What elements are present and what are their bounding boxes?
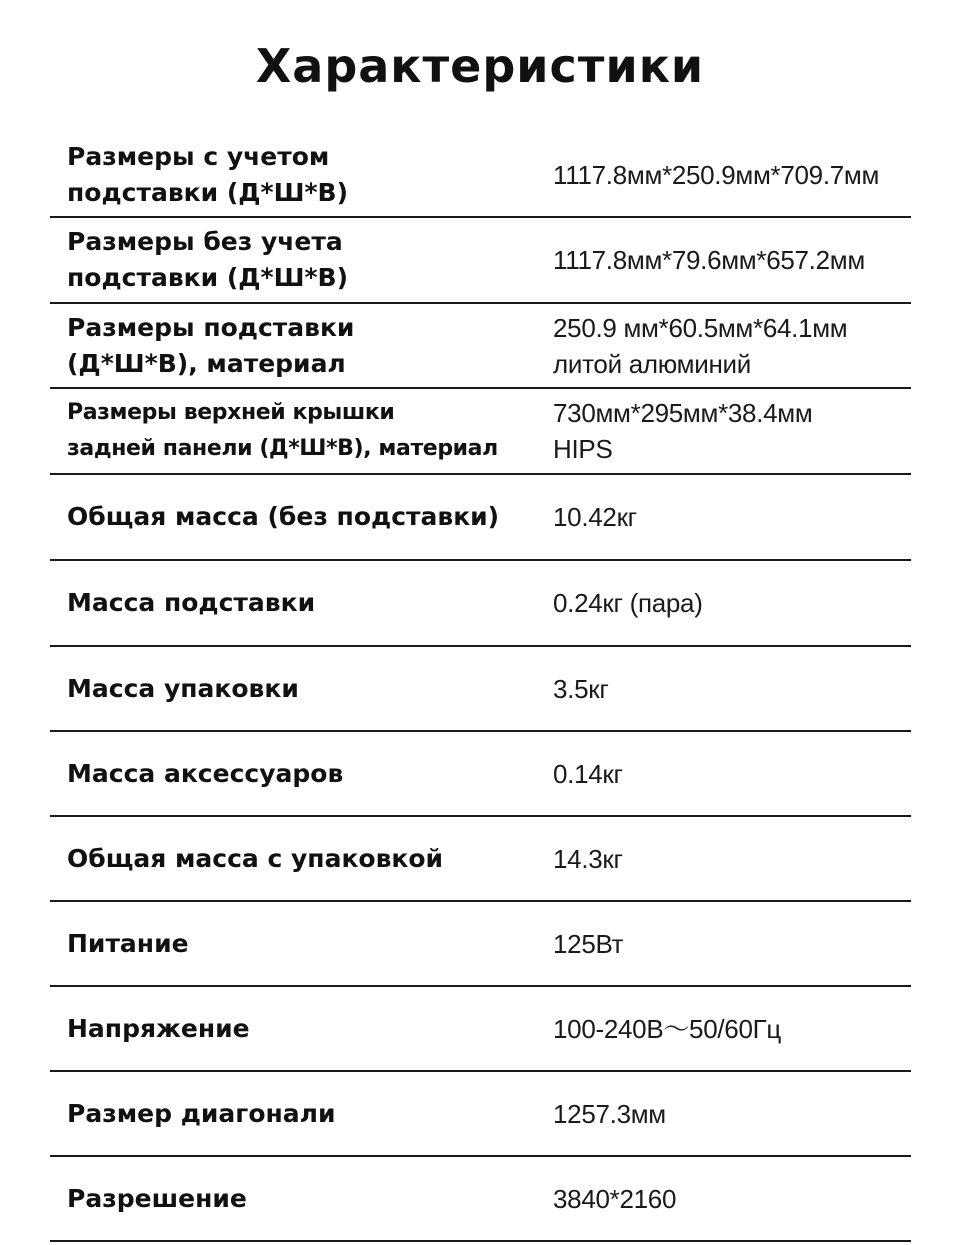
spec-label-line: Питание — [67, 928, 189, 958]
spec-label-line: Размер диагонали — [67, 1098, 336, 1128]
spec-label-line: Размеры с учетом — [67, 141, 330, 171]
spec-value — [537, 157, 911, 193]
spec-value — [537, 242, 911, 278]
spec-value-line: HIPS — [553, 434, 613, 464]
spec-label — [50, 499, 537, 535]
spec-value-line: литой алюминий — [553, 348, 751, 379]
spec-value — [537, 671, 911, 707]
spec-value-line: 1257.3мм — [553, 1098, 666, 1129]
spec-value — [537, 841, 911, 877]
spec-row — [50, 561, 911, 647]
spec-label-line: Размеры без учета — [67, 227, 343, 256]
spec-value — [537, 585, 911, 621]
spec-row — [50, 902, 911, 987]
spec-label-line: Масса подставки — [67, 588, 316, 617]
page-title: Характеристики — [255, 39, 705, 93]
spec-value — [537, 756, 911, 792]
spec-value-line: 3.5кг — [553, 673, 609, 704]
spec-value — [537, 395, 911, 467]
spec-label-line: задней панели (Д*Ш*В), материал — [67, 436, 498, 461]
spec-value-line: 100-240В～50/60Гц — [553, 1013, 781, 1044]
spec-row — [50, 218, 911, 304]
spec-label-line: Масса аксессуаров — [67, 758, 344, 788]
spec-row — [50, 1157, 911, 1242]
spec-label-line: Общая масса с упаковкой — [67, 843, 444, 873]
spec-label-line: Напряжение — [67, 1013, 250, 1043]
spec-row — [50, 133, 911, 218]
spec-row — [50, 475, 911, 561]
spec-label — [50, 395, 537, 467]
spec-row — [50, 304, 911, 389]
spec-value-line: 14.3кг — [553, 843, 623, 874]
spec-label — [50, 1096, 537, 1132]
spec-value — [537, 310, 911, 382]
spec-value — [537, 499, 911, 535]
spec-label-line: Размеры верхней крышки — [67, 400, 395, 425]
spec-row — [50, 732, 911, 817]
spec-label — [50, 585, 537, 621]
spec-value — [537, 1181, 911, 1217]
spec-value-line: 0.24кг (пара) — [553, 588, 703, 618]
spec-label — [50, 926, 537, 962]
spec-row — [50, 1072, 911, 1157]
spec-label-line: (Д*Ш*В), материал — [67, 348, 346, 378]
spec-row — [50, 647, 911, 732]
spec-label-line: Общая масса (без подставки) — [67, 502, 500, 531]
spec-value — [537, 1011, 911, 1047]
spec-value-line: 1117.8мм*250.9мм*709.7мм — [553, 159, 880, 190]
spec-value-line: 1117.8мм*79.6мм*657.2мм — [553, 245, 865, 275]
spec-value-line: 3840*2160 — [553, 1183, 677, 1214]
spec-row — [50, 817, 911, 902]
spec-label — [50, 1011, 537, 1047]
spec-label — [50, 310, 537, 382]
spec-value-line: 730мм*295мм*38.4мм — [553, 398, 813, 428]
spec-label — [50, 756, 537, 792]
spec-label — [50, 671, 537, 707]
spec-value-line: 250.9 мм*60.5мм*64.1мм — [553, 312, 848, 343]
spec-label — [50, 139, 537, 211]
spec-label-line: подставки (Д*Ш*В) — [67, 263, 349, 292]
spec-label-line: Размеры подставки — [67, 312, 355, 342]
spec-label — [50, 224, 537, 296]
spec-row — [50, 987, 911, 1072]
spec-value-line: 10.42кг — [553, 502, 637, 532]
spec-label-line: Масса упаковки — [67, 673, 299, 703]
spec-value — [537, 926, 911, 962]
spec-label — [50, 841, 537, 877]
spec-table — [50, 133, 911, 1242]
spec-label-line: Разрешение — [67, 1183, 247, 1213]
spec-value — [537, 1096, 911, 1132]
spec-row — [50, 389, 911, 475]
spec-label-line: подставки (Д*Ш*В) — [67, 177, 349, 207]
spec-value-line: 125Вт — [553, 928, 624, 959]
spec-label — [50, 1181, 537, 1217]
spec-value-line: 0.14кг — [553, 758, 623, 789]
